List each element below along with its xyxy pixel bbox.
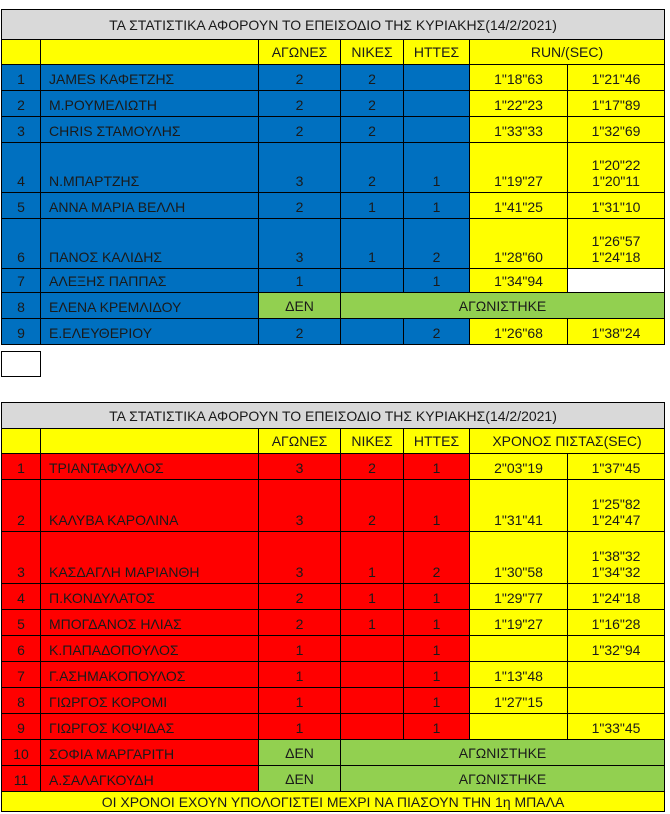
header-wins: ΝΙΚΕΣ <box>341 429 404 454</box>
header-losses: ΗΤΤΕΣ <box>404 429 470 454</box>
row-number: 11 <box>2 766 41 792</box>
time-1: 1"34"94 <box>470 269 568 293</box>
table-row <box>2 293 665 319</box>
time-2-first: 1"38"32 <box>591 548 641 564</box>
did-not-label: ΔΕΝ <box>259 740 341 766</box>
row-number: 3 <box>2 532 41 584</box>
time-1: 1"29"77 <box>470 584 568 610</box>
wins-count: 1 <box>341 584 404 610</box>
time-1: 1"19"27 <box>470 143 568 193</box>
wins-count: 1 <box>341 193 404 219</box>
header-time: RUN/(SEC) <box>470 40 665 65</box>
losses-count: 2 <box>404 532 470 584</box>
wins-count <box>341 319 404 345</box>
stats-table-1 <box>1 9 665 345</box>
losses-count: 1 <box>404 714 470 740</box>
losses-count <box>404 91 470 117</box>
wins-count <box>341 714 404 740</box>
losses-count: 1 <box>404 269 470 293</box>
player-name: ΑΛΕΞΗΣ ΠΑΠΠΑΣ <box>41 269 259 293</box>
games-count: 2 <box>259 91 341 117</box>
player-name: ΚΑΣΔΑΓΛΗ ΜΑΡΙΑΝΘΗ <box>41 532 259 584</box>
player-name: ΓΙΩΡΓΟΣ ΚΟΨΙΔΑΣ <box>41 714 259 740</box>
player-name: ΜΠΟΓΔΑΝΟΣ ΗΛΙΑΣ <box>41 610 259 636</box>
time-2 <box>568 480 665 532</box>
footer-note: ΟΙ ΧΡΟΝΟΙ ΕΧΟΥΝ ΥΠΟΛΟΓΙΣΤΕΙ ΜΕΧΡΙ ΝΑ ΠΙΑΣΟΥΝ ΤΗΝ 1η ΜΠΑΛΑ <box>2 792 665 812</box>
time-2: 1"17"89 <box>568 91 665 117</box>
row-number: 7 <box>2 269 41 293</box>
time-2: 1"37"45 <box>568 454 665 480</box>
competed-label: ΑΓΩΝΙΣΤΗΚΕ <box>341 740 665 766</box>
time-1: 1"22"23 <box>470 91 568 117</box>
time-2: 1"21"46 <box>568 65 665 91</box>
table-1-title: ΤΑ ΣΤΑΤΙΣΤΙΚΑ ΑΦΟΡΟΥΝ ΤΟ ΕΠΕΙΣΟΔΙΟ ΤΗΣ ΚΥΡΙΑΚΗΣ(14/2/2021) <box>2 10 665 40</box>
losses-count: 1 <box>404 584 470 610</box>
games-count: 3 <box>259 143 341 193</box>
table-row <box>2 193 665 219</box>
time-2 <box>568 532 665 584</box>
wins-count: 2 <box>341 480 404 532</box>
player-name: Ε.ΕΛΕΥΘΕΡΙΟΥ <box>41 319 259 345</box>
table-row <box>2 688 665 714</box>
time-2-first: 1"26"57 <box>591 233 641 249</box>
games-count: 1 <box>259 636 341 662</box>
time-2 <box>568 688 665 714</box>
header-games: ΑΓΩΝΕΣ <box>259 40 341 65</box>
table-row <box>2 219 665 269</box>
games-count: 1 <box>259 688 341 714</box>
games-count: 1 <box>259 662 341 688</box>
player-name: ΠΑΝΟΣ ΚΑΛΙΔΗΣ <box>41 219 259 269</box>
wins-count: 2 <box>341 454 404 480</box>
player-name: Μ.ΡΟΥΜΕΛΙΩΤΗ <box>41 91 259 117</box>
time-1: 1"27"15 <box>470 688 568 714</box>
row-number: 9 <box>2 714 41 740</box>
table-2-title: ΤΑ ΣΤΑΤΙΣΤΙΚΑ ΑΦΟΡΟΥΝ ΤΟ ΕΠΕΙΣΟΔΙΟ ΤΗΣ ΚΥΡΙΑΚΗΣ(14/2/2021) <box>2 403 665 429</box>
wins-count: 2 <box>341 65 404 91</box>
losses-count <box>404 65 470 91</box>
time-2-first: 1"20"22 <box>591 157 641 173</box>
time-2-second: 1"24"18 <box>591 249 641 265</box>
time-2 <box>568 219 665 269</box>
games-count: 2 <box>259 193 341 219</box>
time-2: 1"31"10 <box>568 193 665 219</box>
table-row <box>2 636 665 662</box>
time-2: 1"32"94 <box>568 636 665 662</box>
losses-count: 1 <box>404 193 470 219</box>
row-number: 8 <box>2 688 41 714</box>
row-number: 3 <box>2 117 41 143</box>
player-name: Α.ΣΑΛΑΓΚΟΥΔΗ <box>41 766 259 792</box>
table-row <box>2 91 665 117</box>
did-not-label: ΔΕΝ <box>259 766 341 792</box>
time-2: 1"33"45 <box>568 714 665 740</box>
losses-count: 2 <box>404 219 470 269</box>
time-2 <box>568 662 665 688</box>
table-row <box>2 65 665 91</box>
player-name: ΑΝΝΑ ΜΑΡΙΑ ΒΕΛΛΗ <box>41 193 259 219</box>
time-2-second: 1"34"32 <box>591 564 641 580</box>
row-number: 10 <box>2 740 41 766</box>
wins-count: 1 <box>341 219 404 269</box>
time-1: 2"03"19 <box>470 454 568 480</box>
time-1: 1"18"63 <box>470 65 568 91</box>
time-1: 1"30"58 <box>470 532 568 584</box>
time-1: 1"13"48 <box>470 662 568 688</box>
games-count: 1 <box>259 269 341 293</box>
row-number: 6 <box>2 219 41 269</box>
header-name <box>41 429 259 454</box>
row-number: 4 <box>2 143 41 193</box>
player-name: ΓΙΩΡΓΟΣ ΚΟΡΟΜΙ <box>41 688 259 714</box>
losses-count: 1 <box>404 480 470 532</box>
wins-count <box>341 688 404 714</box>
table-row <box>2 532 665 584</box>
losses-count: 1 <box>404 143 470 193</box>
wins-count: 2 <box>341 91 404 117</box>
table-row <box>2 480 665 532</box>
games-count: 2 <box>259 319 341 345</box>
header-time: ΧΡΟΝΟΣ ΠΙΣΤΑΣ(SEC) <box>470 429 665 454</box>
time-2: 1"38"24 <box>568 319 665 345</box>
time-1: 1"19"27 <box>470 610 568 636</box>
player-name: ΚΑΛΥΒΑ ΚΑΡΟΛΙΝΑ <box>41 480 259 532</box>
losses-count: 1 <box>404 688 470 714</box>
header-games: ΑΓΩΝΕΣ <box>259 429 341 454</box>
table-row <box>2 269 665 293</box>
time-1 <box>470 714 568 740</box>
header-number <box>2 40 41 65</box>
time-1: 1"41"25 <box>470 193 568 219</box>
player-name: JAMES ΚΑΦΕΤΖΗΣ <box>41 65 259 91</box>
table-row <box>2 662 665 688</box>
time-2-first: 1"25"82 <box>591 496 641 512</box>
time-2: 1"24"18 <box>568 584 665 610</box>
header-wins: ΝΙΚΕΣ <box>341 40 404 65</box>
games-count: 3 <box>259 480 341 532</box>
table-row <box>2 454 665 480</box>
row-number: 5 <box>2 610 41 636</box>
player-name: Π.ΚΟΝΔΥΛΑΤΟΣ <box>41 584 259 610</box>
table-row <box>2 714 665 740</box>
wins-count: 1 <box>341 532 404 584</box>
time-2 <box>568 269 665 293</box>
time-2-second: 1"24"47 <box>591 512 641 528</box>
time-2: 1"16"28 <box>568 610 665 636</box>
table-row <box>2 143 665 193</box>
header-name <box>41 40 259 65</box>
games-count: 3 <box>259 532 341 584</box>
games-count: 1 <box>259 714 341 740</box>
losses-count: 2 <box>404 319 470 345</box>
time-2: 1"32"69 <box>568 117 665 143</box>
games-count: 2 <box>259 117 341 143</box>
time-2 <box>568 143 665 193</box>
table-row <box>2 117 665 143</box>
table-row <box>2 766 665 792</box>
header-losses: ΗΤΤΕΣ <box>404 40 470 65</box>
time-1 <box>470 636 568 662</box>
player-name: Γ.ΑΣΗΜΑΚΟΠΟΥΛΟΣ <box>41 662 259 688</box>
losses-count: 1 <box>404 454 470 480</box>
row-number: 9 <box>2 319 41 345</box>
time-1: 1"26"68 <box>470 319 568 345</box>
stats-table-2 <box>1 402 665 812</box>
losses-count: 1 <box>404 662 470 688</box>
row-number: 1 <box>2 65 41 91</box>
table-row <box>2 584 665 610</box>
player-name: ΤΡΙΑΝΤΑΦΥΛΛΟΣ <box>41 454 259 480</box>
wins-count <box>341 269 404 293</box>
losses-count <box>404 117 470 143</box>
wins-count: 2 <box>341 117 404 143</box>
player-name: ΕΛΕΝΑ ΚΡΕΜΛΙΔΟΥ <box>41 293 259 319</box>
player-name: ΣΟΦΙΑ ΜΑΡΓΑΡΙΤΗ <box>41 740 259 766</box>
empty-cell <box>1 351 41 377</box>
player-name: Ν.ΜΠΑΡΤΖΗΣ <box>41 143 259 193</box>
wins-count <box>341 662 404 688</box>
time-2-second: 1"20"11 <box>592 173 640 189</box>
losses-count: 1 <box>404 636 470 662</box>
competed-label: ΑΓΩΝΙΣΤΗΚΕ <box>341 766 665 792</box>
games-count: 2 <box>259 584 341 610</box>
player-name: Κ.ΠΑΠΑΔΟΠΟΥΛΟΣ <box>41 636 259 662</box>
time-1: 1"31"41 <box>470 480 568 532</box>
time-1: 1"28"60 <box>470 219 568 269</box>
row-number: 2 <box>2 480 41 532</box>
row-number: 8 <box>2 293 41 319</box>
games-count: 2 <box>259 65 341 91</box>
wins-count: 1 <box>341 610 404 636</box>
header-number <box>2 429 41 454</box>
table-row <box>2 740 665 766</box>
row-number: 5 <box>2 193 41 219</box>
games-count: 3 <box>259 219 341 269</box>
competed-label: ΑΓΩΝΙΣΤΗΚΕ <box>341 293 665 319</box>
did-not-label: ΔΕΝ <box>259 293 341 319</box>
losses-count: 1 <box>404 610 470 636</box>
player-name: CHRIS ΣΤΑΜΟΥΛΗΣ <box>41 117 259 143</box>
games-count: 2 <box>259 610 341 636</box>
row-number: 1 <box>2 454 41 480</box>
row-number: 4 <box>2 584 41 610</box>
games-count: 3 <box>259 454 341 480</box>
wins-count <box>341 636 404 662</box>
row-number: 2 <box>2 91 41 117</box>
table-row <box>2 610 665 636</box>
time-1: 1"33"33 <box>470 117 568 143</box>
wins-count: 2 <box>341 143 404 193</box>
table-row <box>2 319 665 345</box>
row-number: 6 <box>2 636 41 662</box>
row-number: 7 <box>2 662 41 688</box>
